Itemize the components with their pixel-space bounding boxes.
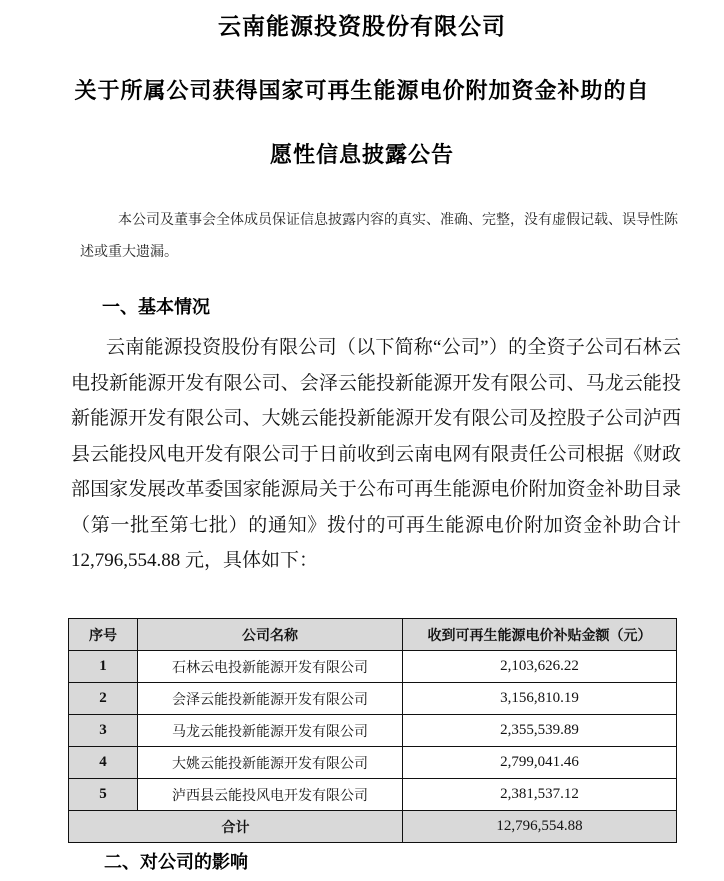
announcement-title-line2: 愿性信息披露公告: [269, 143, 454, 168]
row-amount: 2,355,539.89: [403, 715, 677, 747]
table-total-row: [69, 811, 677, 843]
row-company: 大姚云能投新能源开发有限公司: [138, 747, 403, 779]
row-company: 会泽云能投新能源开发有限公司: [138, 683, 403, 715]
table-row: [69, 715, 677, 747]
row-amount: 3,156,810.19: [403, 683, 677, 715]
section1-body: 云南能源投资股份有限公司（以下简称“公司”）的全资子公司石林云电投新能源开发有限公司、会泽云能投新能源开发有限公司、马龙云能投新能源开发有限公司、大姚云能投新能源开发有限公司及控股子公司泸西县云能投风电开发有限公司于日前收到云南电网有限责任公司根据《财政部国家发展改革委国家能源局关于公布可再生能源电价附加资金补助目录（第一批至第七批）的通知》拨付的可再生能源电价附加资金补助合计12,796,554.88 元，具体如下：: [71, 337, 681, 571]
row-no: 1: [69, 651, 138, 683]
board-notice: 本公司及董事会全体成员保证信息披露内容的真实、准确、完整，没有虚假记载、误导性陈述或重大遗漏。: [80, 212, 678, 260]
row-no: 5: [69, 779, 138, 811]
header-amount: 收到可再生能源电价补贴金额（元）: [403, 619, 677, 651]
table-row: [69, 683, 677, 715]
total-amount: 12,796,554.88: [403, 811, 677, 843]
header-no: 序号: [69, 619, 138, 651]
row-company: 马龙云能投新能源开发有限公司: [138, 715, 403, 747]
section2-heading: 二、对公司的影响: [104, 852, 248, 873]
row-no: 3: [69, 715, 138, 747]
header-company: 公司名称: [138, 619, 403, 651]
table-header-row: [69, 619, 677, 651]
section1-heading: 一、基本情况: [102, 297, 210, 318]
row-amount: 2,799,041.46: [403, 747, 677, 779]
row-amount: 2,103,626.22: [403, 651, 677, 683]
table-row: [69, 747, 677, 779]
row-no: 2: [69, 683, 138, 715]
announcement-title-line1: 关于所属公司获得国家可再生能源电价附加资金补助的自: [74, 79, 650, 104]
company-title: 云南能源投资股份有限公司: [218, 14, 506, 40]
row-amount: 2,381,537.12: [403, 779, 677, 811]
total-label: 合计: [69, 811, 403, 843]
row-company: 泸西县云能投风电开发有限公司: [138, 779, 403, 811]
row-company: 石林云电投新能源开发有限公司: [138, 651, 403, 683]
table-row: [69, 779, 677, 811]
subsidy-table: [68, 618, 677, 843]
table-row: [69, 651, 677, 683]
row-no: 4: [69, 747, 138, 779]
